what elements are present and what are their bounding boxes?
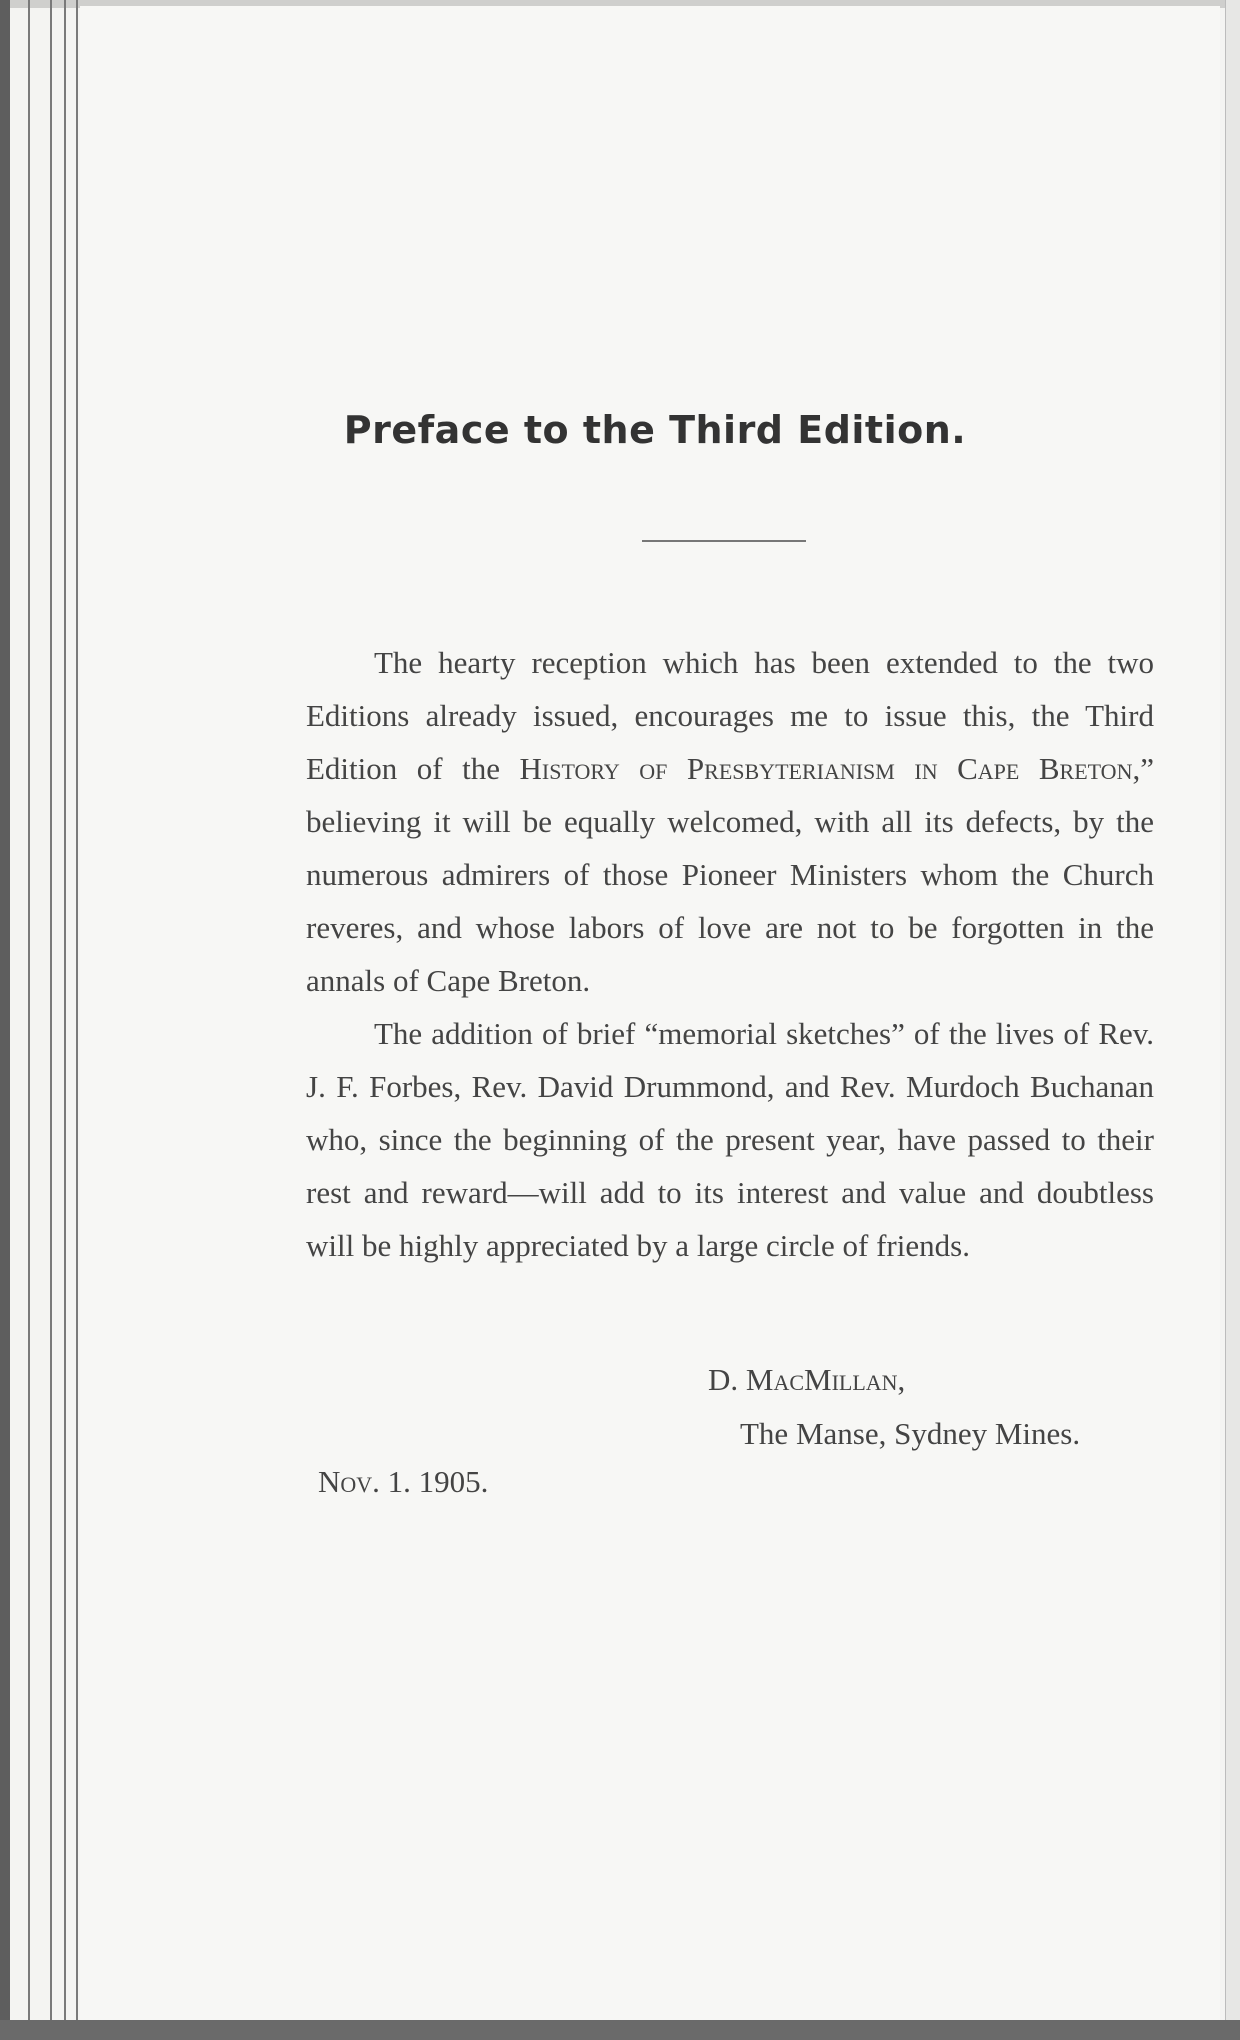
signature-place: The Manse, Sydney Mines. xyxy=(740,1416,1081,1451)
preface-body xyxy=(306,636,1154,1272)
scan-left-edge xyxy=(0,0,10,2040)
paragraph-2: The addition of brief “memorial sketches” of the lives of Rev. J. F. Forbes, Rev. David Drummond, and Rev. Murdoch Buchanan who, since the beginning of the present year, have passed to their rest and reward—will add to its interest and value and doubtless will be highly appreciated by a large circle of friends. xyxy=(306,1016,1154,1263)
scan-right-edge xyxy=(1225,0,1240,2040)
page-title: Preface to the Third Edition. xyxy=(343,408,967,452)
page-edge-line xyxy=(76,0,78,2040)
signature-name: D. MacMillan, xyxy=(708,1362,906,1397)
preface-date: Nov. 1. 1905. xyxy=(318,1464,489,1499)
book-title-smallcaps: History of Presbyterianism in Cape Breton, xyxy=(519,751,1141,786)
page-edge-line xyxy=(50,0,52,2040)
page-edge-line xyxy=(28,0,30,2040)
paragraph-1-text-b: ” believing it will be equally welcomed, with all its defects, by the numerous admirers of those Pioneer Ministers whom the Church reveres, and whose labors of love are not to be forgotten in the annals of Cape Breton. xyxy=(306,751,1154,998)
title-rule-divider xyxy=(642,540,806,542)
scan-bottom-edge xyxy=(0,2020,1240,2040)
paragraph-1-text-a: The hearty reception which has been extended to the two Editions already issued, encourages me to issue this, the Third Edition of the xyxy=(306,645,1154,786)
page-edge-line xyxy=(64,0,66,2040)
paragraph-1 xyxy=(306,636,1154,1007)
